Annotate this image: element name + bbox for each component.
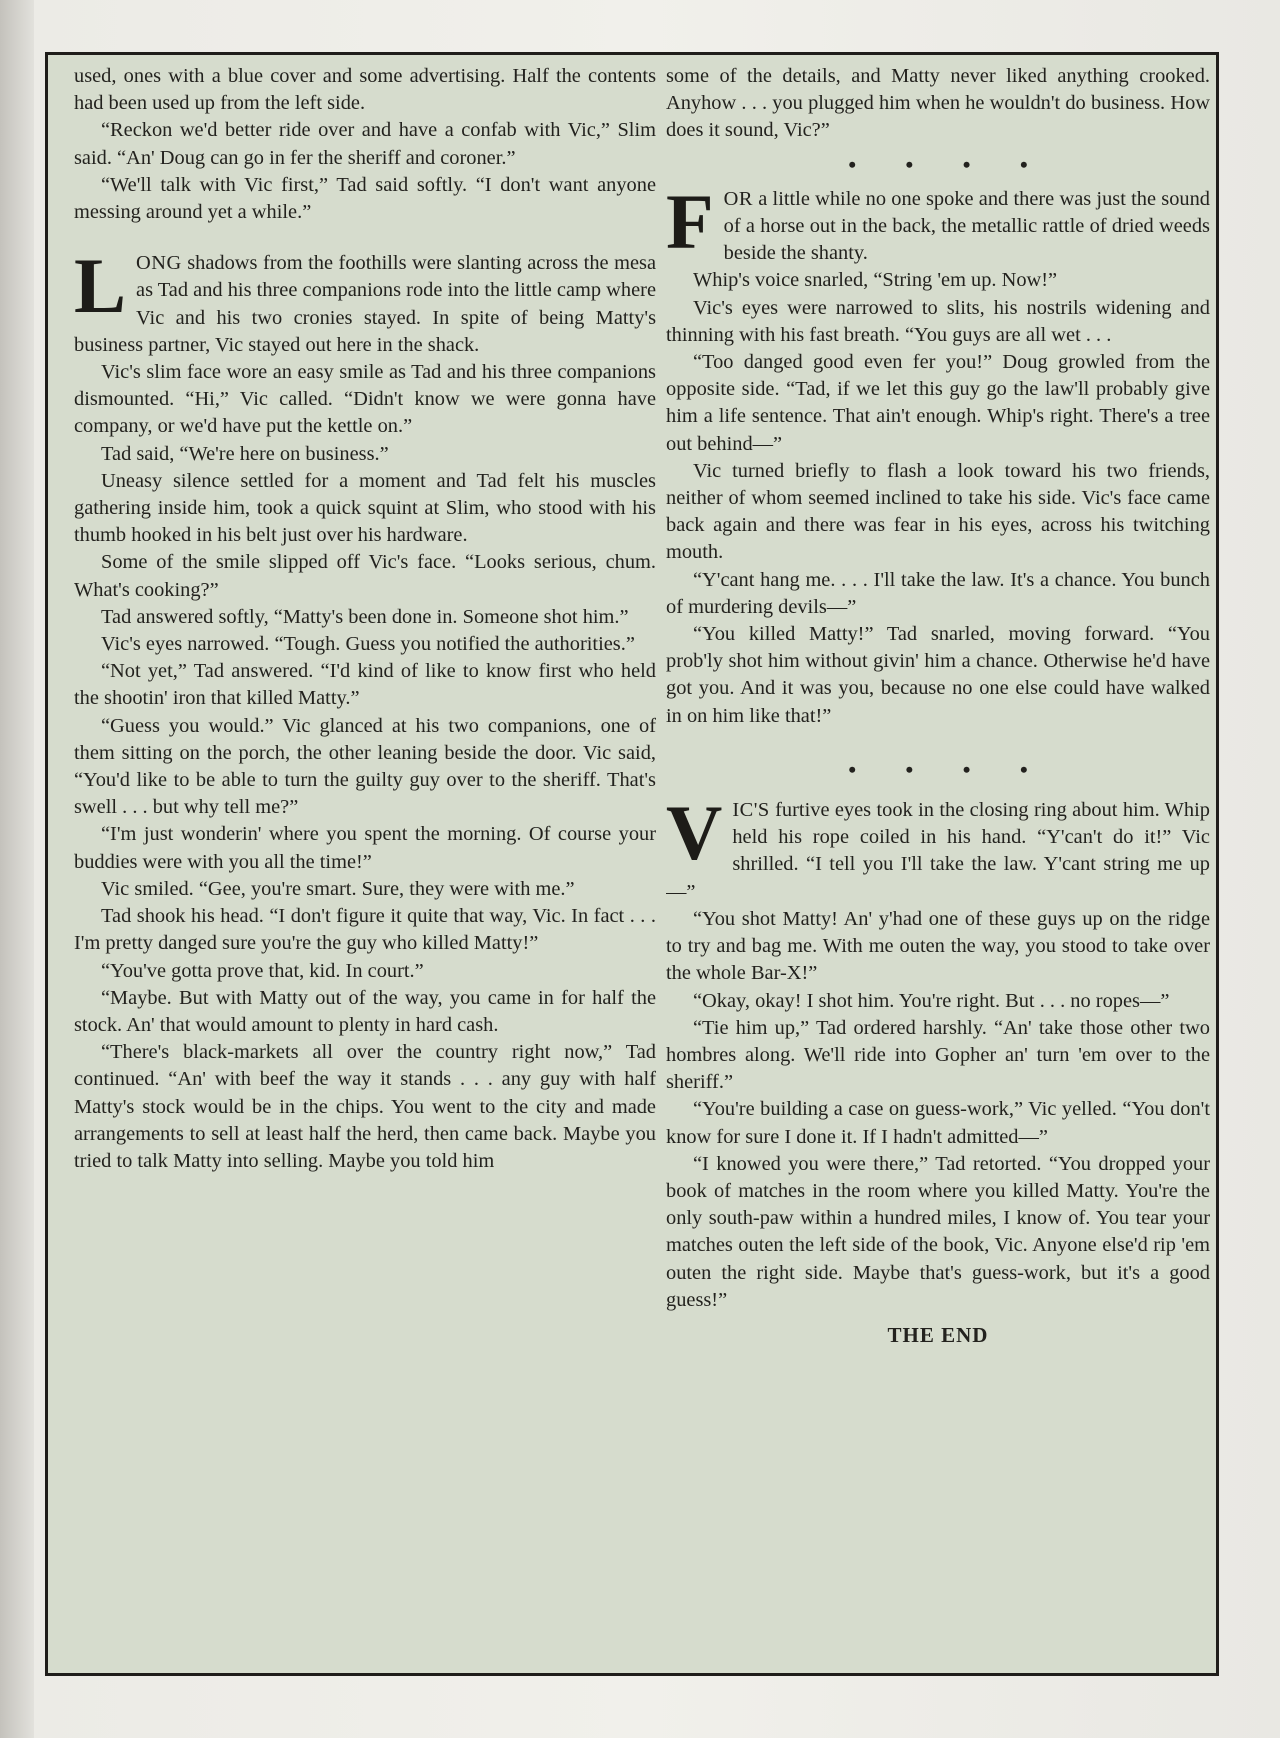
paragraph: Tad answered softly, “Matty's been done in. Someone shot him.” bbox=[101, 605, 629, 628]
section-ornament: • • • • bbox=[848, 151, 1050, 177]
paragraph: Tad shook his head. “I don't figure it quite that way, Vic. In fact . . . I'm pretty danged sure you're the guy who killed Matty!” bbox=[74, 905, 656, 955]
story-page bbox=[45, 52, 1219, 1676]
paragraph: “I knowed you were there,” Tad retorted. “You dropped your book of matches in the room where you killed Matty. You're the only south-paw within a hundred miles, I know of. You tear your matches outen the left side of the book, Vic. Anyone else'd rip 'em outen the right side. Maybe that's guess-work, but it's a good guess!” bbox=[666, 1152, 1210, 1311]
right-column bbox=[666, 63, 1210, 1665]
paragraph: “You're building a case on guess-work,” Vic yelled. “You don't know for sure I done it. If I hadn't admitted—” bbox=[666, 1098, 1210, 1148]
binding-edge bbox=[0, 0, 34, 1738]
section-text: shadows from the foothills were slanting across the mesa as Tad and his three companions rode into the little camp where Vic and his two cronies stayed. In spite of being Matty's business partner, Vic stayed out here in the shack. bbox=[74, 252, 656, 356]
paragraph: “Guess you would.” Vic glanced at his two companions, one of them sitting on the porch, the other leaning beside the door. Vic said, “You'd like to be able to turn the guilty guy over to the sheriff. That's swell . . . but why tell me?” bbox=[74, 714, 656, 819]
paragraph: some of the details, and Matty never liked anything crooked. Anyhow . . . you plugged him when he wouldn't do business. How does it sound, Vic?” bbox=[666, 65, 1210, 142]
paragraph: “Not yet,” Tad answered. “I'd kind of like to know first who held the shootin' iron that killed Matty.” bbox=[74, 660, 656, 710]
paragraph: Vic's eyes narrowed. “Tough. Guess you notified the authorities.” bbox=[101, 633, 635, 656]
paragraph: Vic's eyes were narrowed to slits, his nostrils widening and thinning with his fast breath. “You guys are all wet . . . bbox=[666, 296, 1210, 346]
paragraph: “I'm just wonderin' where you spent the morning. Of course your buddies were with you all the time!” bbox=[74, 823, 656, 873]
drop-cap-l: L bbox=[74, 242, 127, 330]
drop-cap-v: V bbox=[666, 789, 723, 877]
paragraph: Uneasy silence settled for a moment and Tad felt his muscles gathering inside him, took a quick squint at Slim, who stood with his thumb hooked in his belt just over his hardware. bbox=[74, 469, 656, 547]
lead-word: IC'S bbox=[732, 799, 770, 822]
paragraph: Some of the smile slipped off Vic's face. “Looks serious, chum. What's cooking?” bbox=[74, 551, 656, 601]
section-ornament: • • • • bbox=[848, 756, 1050, 782]
section-text: furtive eyes took in the closing ring about him. Whip held his rope coiled in his hand. “Y'can't do it!” Vic shrilled. “I tell you I'll take the law. Y'cant string me up—” bbox=[666, 799, 1210, 903]
section-text: a little while no one spoke and there was just the sound of a horse out in the back, the metallic rattle of dried weeds beside the shanty. bbox=[723, 187, 1210, 265]
paragraph: “Tie him up,” Tad ordered harshly. “An' take those other two hombres along. We'll ride into Gopher an' turn 'em over to the sheriff.” bbox=[666, 1016, 1210, 1094]
paragraph: Vic's slim face wore an easy smile as Tad and his three companions dismounted. “Hi,” Vic called. “Didn't know we were gonna have company, or we'd have put the kettle on.” bbox=[74, 361, 656, 438]
paragraph: “You've gotta prove that, kid. In court.” bbox=[101, 959, 424, 982]
paragraph: Whip's voice snarled, “String 'em up. Now!” bbox=[693, 269, 1058, 292]
paragraph: “Too danged good even fer you!” Doug growled from the opposite side. “Tad, if we let this guy go the law'll probably give him a life sentence. That ain't enough. Whip's right. There's a tree out behind—” bbox=[666, 351, 1210, 455]
paragraph: “There's black-markets all over the country right now,” Tad continued. “An' with beef the way it stands . . . any guy with half Matty's stock would be in the chips. You went to the city and made arrangements to sell at least half the herd, then came back. Maybe you tried to talk Matty into selling. Maybe you told him bbox=[74, 1041, 656, 1172]
paragraph: “You shot Matty! An' y'had one of these guys up on the ridge to try and bag me. With me outen the way, you stood to take over the whole Bar-X!” bbox=[666, 907, 1210, 985]
paragraph: Vic smiled. “Gee, you're smart. Sure, they were with me.” bbox=[101, 877, 575, 900]
paragraph: “Okay, okay! I shot him. You're right. But . . . no ropes—” bbox=[693, 989, 1170, 1012]
section-for-a-little bbox=[666, 177, 1210, 268]
paragraph: used, ones with a blue cover and some advertising. Half the contents had been used up from the left side. bbox=[74, 65, 656, 115]
paragraph: “Y'cant hang me. . . . I'll take the law. It's a chance. You bunch of murdering devils—” bbox=[666, 568, 1210, 618]
left-column bbox=[74, 63, 656, 1665]
paragraph: Tad said, “We're here on business.” bbox=[101, 442, 389, 465]
paragraph: Vic turned briefly to flash a look toward his two friends, neither of whom seemed inclined to take his side. Vic's face came back again and there was fear in his eyes, across his twitching mouth. bbox=[666, 459, 1210, 564]
paragraph: “Reckon we'd better ride over and have a confab with Vic,” Slim said. “An' Doug can go in fer the sheriff and coroner.” bbox=[74, 119, 656, 169]
paragraph: “We'll talk with Vic first,” Tad said softly. “I don't want anyone messing around yet a while.” bbox=[74, 173, 656, 224]
section-vics bbox=[666, 789, 1210, 906]
paragraph: “You killed Matty!” Tad snarled, moving forward. “You prob'ly shot him without givin' him a chance. Otherwise he'd have got you. And it was you, because no one else could have walked in on him like that!” bbox=[666, 623, 1210, 727]
lead-word: ONG bbox=[136, 252, 182, 275]
drop-cap-f: F bbox=[666, 177, 714, 265]
the-end: THE END bbox=[887, 1322, 989, 1347]
section-long-shadows bbox=[74, 242, 656, 359]
lead-word: OR bbox=[723, 187, 753, 210]
paragraph: “Maybe. But with Matty out of the way, you came in for half the stock. An' that would amount to plenty in hard cash. bbox=[74, 986, 656, 1036]
